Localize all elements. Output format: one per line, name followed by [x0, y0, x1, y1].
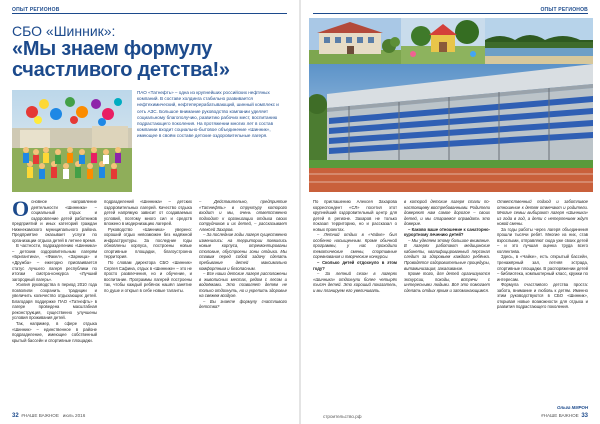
body-column-2: подразделений «Шинника» – детских оздоровительных лагерей. Качество отдыха детей напрямую зависит от создаваемых условий, поэтому много сил и средств вложено в модернизацию лагерей. Руководство «Шинника» уверено: хороший отдых невозможен без надёжной инфраструктуры. За последние годы обновлены корпуса, построены новые спортивные площадки, благоустроена территория. По словам директора СБО «Шинник» Сергея Сафина, отдых в «Шиннике» – это не просто развлечения, но и обучение, и воспитание. Программы лагерей построены так, чтобы каждый ребёнок нашёл занятие по душе и открыл в себе новые таланты.	[104, 199, 192, 293]
left-page	[0, 0, 299, 424]
body-column-4: По приглашению Алексея Захарова корреспондент «СЛ» посетил этот крупнейший оздоровительный центр для детей в регионе. Захаров не только показал территорию, но и рассказал о новых проектах. – Летний отдых в «Чайке» был особенно насыщенным. Кроме обычной программы, у нас проходили тематические смены, спортивные соревнования и творческие конкурсы. – Сколько детей отдохнуло в этом году? – За летний сезон в лагерях «Шинника» отдохнули более четырёх тысяч детей. Это хороший показатель, и мы планируем его увеличивать.	[313, 199, 397, 293]
headline	[12, 23, 292, 81]
lake-photo	[485, 18, 593, 64]
issue-date: июль 2016	[62, 413, 86, 418]
headline-kicker: СБО «Шинник»:	[12, 23, 116, 39]
body-column-1: Основное направление деятельности «Шинника» – социальный отдых и оздоровление детей работников предприятий и иных категорий граждан Нижнекамского муниципального района. Предприятие оказывает услуги по организации отдыха детей в летнее время. В частности, подразделению «Шинника» – детским оздоровительным лагерям «Бригантина», «Факел», «Зарница» и «Дружба» – ежегодно присваивается статус лучшего лагеря республики по итогам смотра-конкурса «Лучший загородный лагерь». Усилия руководства в период 2010 года позволили сохранить традиции и увеличить количество отдыхающих детей. Благодаря поддержке ПАО «Татнефть» в лагере проведена масштабная реконструкция, существенно улучшены условия проживания детей. Так, например, в сфере отдыха «Шинник» – единственное в районе подразделение, имеющее собственный крытый бассейн и спортивные площадки.	[12, 199, 97, 343]
stadium-photo	[309, 64, 593, 192]
website: строительство.рф	[323, 414, 362, 419]
rubric-rule-left	[12, 13, 287, 14]
body-column-3: – Действительно, предприятие «Татнефть» в структуру которого входит и мы, очень ответственно подходит к организации отдыха своих сотрудников и их детей, – рассказывает Алексей Захаров. – За последние годы лагеря существенно изменились: на территории появились новые корпуса, отремонтированы столовые, обустроены зоны отдыха. Мы ставим перед собой задачу сделать пребывание детей максимально комфортным и безопасным. – Все наши детские лагеря расположены в живописных местах, рядом с лесом и водоёмами. Это позволяет детям не только отдохнуть, но и укрепить здоровье на свежем воздухе. – Вы знаете формулу счастливого детства?	[199, 199, 287, 310]
headline-title-line1: «Мы знаем формулу	[12, 38, 213, 60]
footer-left	[12, 413, 85, 419]
body-column-5: в которой детские лагеря стали по-настоящему востребованными. Родители доверяют нам самое дорогое – своих детей, и мы стараемся оправдать это доверие. – Каково ваше отношение к санаторно-курортному лечению детей? – Мы уделяем этому большое внимание. В лагерях работают медицинские кабинеты, квалифицированный персонал следит за здоровьем каждого ребёнка. Проводятся оздоровительные процедуры, витаминизация, закаливание. Кроме того, для детей организуются экскурсии, походы, встречи с интересными людьми. Всё это помогает сделать отдых ярким и запоминающимся.	[404, 199, 490, 293]
lead-paragraph: ПАО «Татнефть» – одна из крупнейших российских нефтяных компаний. В составе холдинга стабильно развивается нефтехимический, нефтеперерабатывающий, шинный комплекс и сеть АЗС. Большое внимание руководство компании уделяет социальному благополучию, развитию рабочих мест, воспитанию подрастающего поколения. На протяжении многих лет в состав компании входит социально-бытовое объединение «Шинник», имеющее в своём составе детские оздоровительные лагеря.	[137, 90, 279, 139]
magazine-name-left: #НАШЕ ВАЖНОЕ	[21, 413, 59, 418]
rubric-left: ОПЫТ РЕГИОНОВ	[12, 7, 60, 13]
children-balloons-photo	[12, 90, 132, 192]
headline-title-line2: счастливого детства!»	[12, 59, 230, 81]
author-signature: Ольга МИРОН	[556, 405, 588, 410]
rubric-rule-right	[313, 13, 588, 14]
rubric-right: ОПЫТ РЕГИОНОВ	[540, 7, 588, 13]
playground-photo	[401, 18, 485, 64]
right-page	[301, 0, 600, 424]
magazine-name-right: #НАШЕ ВАЖНОЕ	[541, 413, 579, 418]
dropcap: О	[12, 199, 30, 221]
body-column-6: Ответственный подход и заботливое отношение к детям отмечают и родители. Многие семьи выбирают лагеря «Шинника» из года в год, а дети с нетерпением ждут новой смены. За годы работы через лагеря объединения прошли тысячи ребят. Многие из них, став взрослыми, отправляют сюда уже своих детей – и это лучшая оценка труда всего коллектива. Здесь, в «Чайке», есть открытый бассейн, тренажёрный зал, летняя эстрада, спортивные площадки. В распоряжении детей – библиотека, компьютерный класс, кружки по интересам. Формула счастливого детства проста: забота, внимание и любовь к детям. Именно этим руководствуются в СБО «Шинник», открывая новые возможности для отдыха и развития подрастающего поколения.	[497, 199, 588, 310]
footer-right-site	[323, 414, 362, 419]
page-number-left: 32	[12, 413, 19, 419]
page-number-right: 33	[581, 413, 588, 419]
footer-right	[541, 413, 588, 419]
building-photo	[309, 18, 401, 64]
